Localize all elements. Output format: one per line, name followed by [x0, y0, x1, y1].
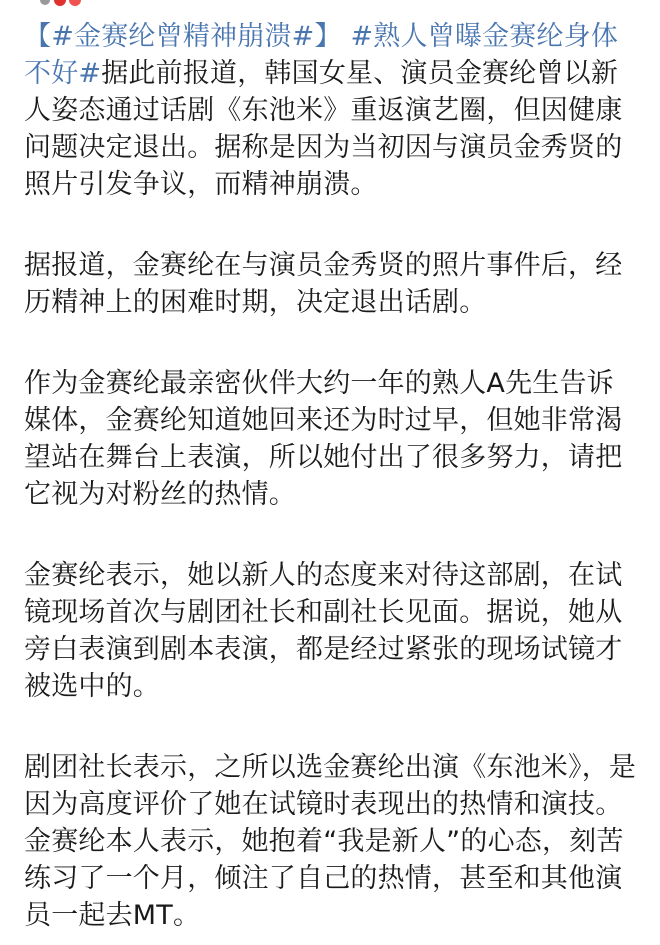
top-cropped-strip	[0, 0, 660, 6]
avatar-edge	[40, 0, 50, 5]
bracket-close: 】	[314, 21, 342, 52]
post-paragraph: 据报道，金赛纶在与演员金秀贤的照片事件后，经历精神上的困难时期，决定退出话剧。	[24, 250, 623, 318]
post-paragraph: 剧团社长表示，之所以选金赛纶出演《东池米》，是因为高度评价了她在试镜时表现出的热情和演技。金赛纶本人表示，她抱着“我是新人”的心态，刻苦练习了一个月，倾注了自己的热情，甚至和其他演员一起去MT。	[24, 752, 637, 931]
hashtag-link[interactable]	[24, 21, 342, 52]
post-paragraph: 金赛纶表示，她以新人的态度来对待这部剧，在试镜现场首次与剧团社长和副社长见面。据说，她从旁白表演到剧本表演，都是经过紧张的现场试镜才被选中的。	[24, 560, 623, 702]
badge-dot-icon	[69, 0, 81, 6]
hashtag-text: #金赛纶曾精神崩溃#	[51, 21, 315, 52]
bracket-open: 【	[24, 21, 52, 52]
post-paragraph: 作为金赛纶最亲密伙伴大约一年的熟人A先生告诉媒体，金赛纶知道她回来还为时过早，但她非常渴望站在舞台上表演，所以她付出了很多努力，请把它视为对粉丝的热情。	[24, 368, 623, 510]
post-body	[24, 18, 640, 934]
post-intro-paragraph	[24, 18, 640, 203]
badge-dot-icon	[54, 0, 66, 6]
intro-text: 据此前报道，韩国女星、演员金赛纶曾以新人姿态通过话剧《东池米》重返演艺圈，但因健康问题决定退出。据称是因为当初因与演员金秀贤的照片引发争议，而精神崩溃。	[24, 58, 623, 200]
hashtag-link[interactable]: #熟人曾曝金赛纶身体不好#	[24, 21, 619, 89]
